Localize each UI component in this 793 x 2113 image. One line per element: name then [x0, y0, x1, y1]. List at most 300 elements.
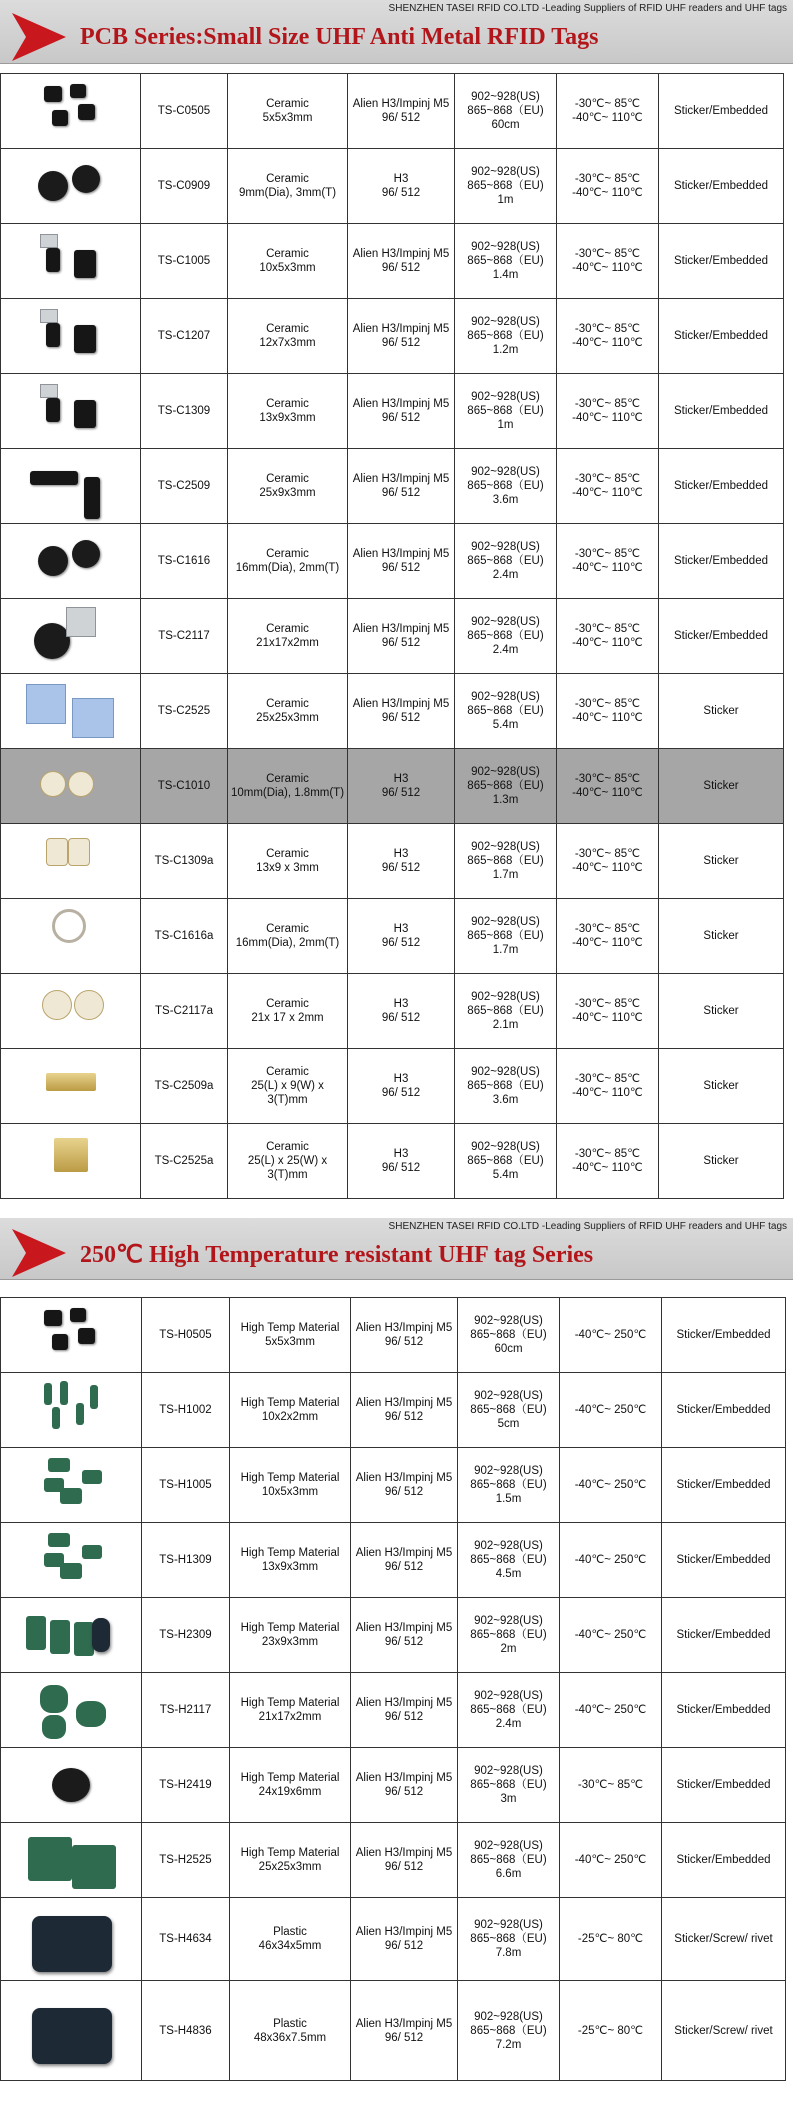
temperature-cell-line: -30℃~ 85℃	[574, 773, 641, 785]
model-cell: TS-C1616a	[141, 899, 228, 974]
white-octagon-tags-icon	[6, 974, 136, 1048]
section-title: PCB Series:Small Size UHF Anti Metal RFID Tags	[80, 24, 599, 50]
green-bar-tags-icon	[6, 1598, 136, 1672]
temperature-cell	[557, 599, 659, 674]
material-cell-line: 13x9x3mm	[261, 1561, 319, 1573]
black-octagon-tag-icon	[6, 1748, 136, 1822]
product-image	[1, 224, 141, 299]
table-row	[1, 74, 784, 149]
chip-cell	[351, 1523, 458, 1598]
frequency-range-cell-line: 865~868（EU)	[470, 1704, 547, 1716]
frequency-range-cell	[458, 1598, 560, 1673]
chip-cell-line: 96/ 512	[381, 712, 421, 724]
frequency-range-cell	[455, 524, 557, 599]
material-cell-line: Ceramic	[266, 398, 309, 410]
temperature-cell	[560, 1898, 662, 1981]
table-row	[1, 1124, 784, 1199]
table-row	[1, 599, 784, 674]
chip-cell-line: Alien H3/Impinj M5	[352, 473, 450, 485]
frequency-range-cell-line: 902~928(US)	[474, 1540, 543, 1552]
table-row	[1, 449, 784, 524]
material-cell-line: 5x5x3mm	[265, 1336, 315, 1348]
material-cell	[228, 674, 348, 749]
material-cell-line: Ceramic	[266, 473, 309, 485]
chip-cell	[351, 1823, 458, 1898]
chip-cell-line: H3	[393, 773, 409, 785]
frequency-range-cell-line: 865~868（EU)	[467, 255, 544, 267]
chip-cell-line: 96/ 512	[384, 1861, 424, 1873]
frequency-range-cell	[455, 1124, 557, 1199]
frequency-range-cell	[458, 1981, 560, 2081]
chip-cell-line: 96/ 512	[384, 2031, 424, 2044]
temperature-cell-line: -40℃~ 110℃	[572, 1087, 643, 1099]
table-row	[1, 749, 784, 824]
chip-cell	[348, 974, 455, 1049]
green-octagon-tags-icon	[6, 1673, 136, 1747]
frequency-range-cell-line: 865~868（EU)	[467, 480, 544, 492]
product-image	[1, 149, 141, 224]
temperature-cell-line: -40℃~ 110℃	[572, 487, 643, 499]
temperature-cell-line: -40℃~ 250℃	[574, 1554, 647, 1566]
temperature-cell-line: -30℃~ 85℃	[574, 548, 641, 560]
black-square-tags-icon	[6, 1298, 136, 1372]
frequency-range-cell	[458, 1673, 560, 1748]
product-image	[1, 374, 141, 449]
temperature-cell	[557, 824, 659, 899]
model-cell: TS-C2525a	[141, 1124, 228, 1199]
material-cell-line: Ceramic	[266, 1066, 309, 1078]
chip-cell	[348, 749, 455, 824]
chip-cell-line: 96/ 512	[381, 487, 421, 499]
install-cell: Sticker/Embedded	[659, 149, 784, 224]
temperature-cell	[557, 449, 659, 524]
frequency-range-cell	[455, 449, 557, 524]
material-cell	[228, 599, 348, 674]
frequency-range-cell-line: 902~928(US)	[471, 991, 540, 1003]
frequency-range-cell	[455, 749, 557, 824]
model-cell: TS-H2117	[142, 1673, 230, 1748]
table-row	[1, 1049, 784, 1124]
frequency-range-cell-line: 902~928(US)	[471, 241, 540, 253]
install-cell: Sticker	[659, 674, 784, 749]
temperature-cell-line: -40℃~ 250℃	[574, 1329, 647, 1341]
frequency-range-cell-line: 1.5m	[495, 1493, 522, 1505]
temperature-cell-line: -30℃~ 85℃	[574, 698, 641, 710]
chip-cell-line: Alien H3/Impinj M5	[355, 1547, 453, 1559]
material-cell	[228, 299, 348, 374]
table-row	[1, 1373, 786, 1448]
chip-cell	[348, 449, 455, 524]
frequency-range-cell	[455, 224, 557, 299]
frequency-range-cell-line: 2m	[500, 1643, 517, 1655]
temperature-cell-line: -40℃~ 110℃	[572, 1162, 643, 1174]
temperature-cell-line: -40℃~ 110℃	[572, 262, 643, 274]
material-cell-line: Ceramic	[266, 1141, 309, 1153]
material-cell-line: 46x34x5mm	[258, 1940, 322, 1952]
temperature-cell	[557, 374, 659, 449]
chip-cell-line: H3	[393, 1073, 409, 1085]
chip-cell-line: Alien H3/Impinj M5	[355, 1697, 453, 1709]
model-cell: TS-H1002	[142, 1373, 230, 1448]
frequency-range-cell-line: 865~868（EU)	[467, 180, 544, 192]
frequency-range-cell	[458, 1898, 560, 1981]
table-row	[1, 1523, 786, 1598]
temperature-cell	[560, 1673, 662, 1748]
model-cell: TS-C1616	[141, 524, 228, 599]
temperature-cell	[560, 1523, 662, 1598]
material-cell-line: High Temp Material	[240, 1472, 340, 1484]
product-image	[1, 599, 141, 674]
model-cell: TS-H1005	[142, 1448, 230, 1523]
product-image	[1, 449, 141, 524]
frequency-range-cell-line: 902~928(US)	[471, 1066, 540, 1078]
frequency-range-cell-line: 865~868（EU)	[470, 1404, 547, 1416]
chip-cell-line: 96/ 512	[381, 637, 421, 649]
frequency-range-cell-line: 7.8m	[495, 1947, 522, 1959]
material-cell	[228, 149, 348, 224]
product-image	[1, 1673, 142, 1748]
model-cell: TS-C0505	[141, 74, 228, 149]
temperature-cell-line: -30℃~ 85℃	[574, 1073, 641, 1085]
material-cell	[230, 1373, 351, 1448]
temperature-cell	[557, 899, 659, 974]
frequency-range-cell-line: 865~868（EU)	[467, 1005, 544, 1017]
frequency-range-cell-line: 1.7m	[492, 869, 519, 881]
temperature-cell-line: -40℃~ 110℃	[572, 712, 643, 724]
material-cell-line: 16mm(Dia), 2mm(T)	[235, 937, 340, 949]
red-arrow-icon	[12, 13, 66, 61]
material-cell	[228, 824, 348, 899]
frequency-range-cell-line: 902~928(US)	[474, 1840, 543, 1852]
frequency-range-cell-line: 902~928(US)	[474, 1465, 543, 1477]
product-image	[1, 1823, 142, 1898]
frequency-range-cell-line: 2.1m	[492, 1019, 519, 1031]
temperature-cell-line: -40℃~ 110℃	[572, 112, 643, 124]
frequency-range-cell-line: 2.4m	[495, 1718, 522, 1730]
model-cell: TS-H2309	[142, 1598, 230, 1673]
install-cell: Sticker/Embedded	[659, 74, 784, 149]
material-cell-line: Plastic	[273, 1926, 307, 1938]
frequency-range-cell	[455, 374, 557, 449]
section-title: 250℃ High Temperature resistant UHF tag Series	[80, 1242, 594, 1268]
material-cell	[230, 1523, 351, 1598]
company-line: SHENZHEN TASEI RFID CO.LTD -Leading Suppliers of RFID UHF readers and UHF tags	[388, 1221, 787, 1232]
material-cell	[228, 1049, 348, 1124]
chip-cell-line: Alien H3/Impinj M5	[352, 623, 450, 635]
frequency-range-cell	[458, 1523, 560, 1598]
company-line: SHENZHEN TASEI RFID CO.LTD -Leading Suppliers of RFID UHF readers and UHF tags	[388, 3, 787, 14]
install-cell: Sticker/Embedded	[659, 524, 784, 599]
material-cell-line: Ceramic	[266, 923, 309, 935]
frequency-range-cell	[455, 824, 557, 899]
material-cell-line: 24x19x6mm	[258, 1786, 322, 1798]
install-cell: Sticker/Embedded	[662, 1823, 786, 1898]
material-cell-line: Ceramic	[266, 323, 309, 335]
install-cell: Sticker/Embedded	[662, 1373, 786, 1448]
temperature-cell-line: -40℃~ 250℃	[574, 1629, 647, 1641]
install-cell: Sticker/Embedded	[662, 1673, 786, 1748]
chip-cell-line: Alien H3/Impinj M5	[355, 2017, 453, 2030]
navy-plastic-tag-icon	[6, 1902, 136, 1976]
chip-cell	[351, 1898, 458, 1981]
navy-plastic-tag-icon	[6, 1994, 136, 2068]
chip-cell	[351, 1673, 458, 1748]
chip-cell-line: 96/ 512	[384, 1561, 424, 1573]
chip-cell-line: 96/ 512	[381, 862, 421, 874]
frequency-range-cell-line: 865~868（EU)	[467, 105, 544, 117]
chip-cell	[348, 299, 455, 374]
table-row	[1, 524, 784, 599]
frequency-range-cell-line: 902~928(US)	[474, 2010, 543, 2023]
frequency-range-cell-line: 865~868（EU)	[467, 930, 544, 942]
chip-cell	[351, 1373, 458, 1448]
gold-bar-tag-icon	[6, 1049, 136, 1123]
temperature-cell	[560, 1448, 662, 1523]
install-cell: Sticker/Embedded	[659, 599, 784, 674]
frequency-range-cell-line: 865~868（EU)	[470, 1933, 547, 1945]
temperature-cell	[560, 1981, 662, 2081]
frequency-range-cell-line: 865~868（EU)	[467, 855, 544, 867]
ring-tag-icon	[6, 899, 136, 973]
chip-cell-line: 96/ 512	[381, 562, 421, 574]
frequency-range-cell-line: 865~868（EU)	[467, 330, 544, 342]
chip-cell	[351, 1598, 458, 1673]
model-cell: TS-H1309	[142, 1523, 230, 1598]
temperature-cell-line: -30℃~ 85℃	[574, 998, 641, 1010]
material-cell-line: 16mm(Dia), 2mm(T)	[235, 562, 340, 574]
material-cell-line: 21x 17 x 2mm	[251, 1012, 324, 1024]
frequency-range-cell-line: 2.4m	[492, 644, 519, 656]
chip-cell	[351, 1298, 458, 1373]
material-cell-line: 3(T)mm	[267, 1169, 308, 1181]
frequency-range-cell	[458, 1298, 560, 1373]
temperature-cell-line: -30℃~ 85℃	[574, 848, 641, 860]
material-cell-line: Plastic	[273, 2017, 307, 2030]
chip-cell-line: H3	[393, 848, 409, 860]
temperature-cell-line: -30℃~ 85℃	[574, 98, 641, 110]
frequency-range-cell-line: 902~928(US)	[471, 391, 540, 403]
table-row	[1, 824, 784, 899]
product-image	[1, 1898, 142, 1981]
model-cell: TS-H4836	[142, 1981, 230, 2081]
frequency-range-cell-line: 3.6m	[492, 494, 519, 506]
chip-cell-line: 96/ 512	[381, 262, 421, 274]
frequency-range-cell-line: 865~868（EU)	[467, 705, 544, 717]
frequency-range-cell-line: 865~868（EU)	[470, 1329, 547, 1341]
chip-cell-line: Alien H3/Impinj M5	[355, 1397, 453, 1409]
frequency-range-cell-line: 902~928(US)	[474, 1765, 543, 1777]
temperature-cell-line: -30℃~ 85℃	[574, 623, 641, 635]
frequency-range-cell-line: 1.3m	[492, 794, 519, 806]
install-cell: Sticker/Embedded	[659, 299, 784, 374]
material-cell-line: Ceramic	[266, 848, 309, 860]
frequency-range-cell-line: 902~928(US)	[471, 316, 540, 328]
frequency-range-cell-line: 865~868（EU)	[470, 1554, 547, 1566]
temperature-cell-line: -30℃~ 85℃	[574, 473, 641, 485]
model-cell: TS-C1309	[141, 374, 228, 449]
temperature-cell-line: -40℃~ 250℃	[574, 1479, 647, 1491]
temperature-cell	[560, 1748, 662, 1823]
chip-cell-line: H3	[393, 173, 409, 185]
material-cell	[228, 749, 348, 824]
chip-cell	[348, 524, 455, 599]
chip-cell-line: Alien H3/Impinj M5	[352, 323, 450, 335]
chip-cell	[348, 74, 455, 149]
install-cell: Sticker/Embedded	[659, 224, 784, 299]
material-cell-line: 25x9x3mm	[259, 487, 316, 499]
material-cell	[228, 524, 348, 599]
frequency-range-cell-line: 865~868（EU)	[470, 1479, 547, 1491]
chip-cell-line: 96/ 512	[384, 1336, 424, 1348]
table-row	[1, 1448, 786, 1523]
chip-cell-line: Alien H3/Impinj M5	[352, 398, 450, 410]
frequency-range-cell-line: 902~928(US)	[471, 616, 540, 628]
material-cell-line: 13x9x3mm	[259, 412, 316, 424]
model-cell: TS-C2117	[141, 599, 228, 674]
install-cell: Sticker/Screw/ rivet	[662, 1898, 786, 1981]
chip-cell	[348, 149, 455, 224]
frequency-range-cell	[455, 74, 557, 149]
pcb-spec-table	[0, 73, 784, 1199]
black-rect-tags-icon	[6, 224, 136, 298]
product-image	[1, 1748, 142, 1823]
material-cell	[230, 1298, 351, 1373]
green-strip-tags-icon	[6, 1373, 136, 1447]
frequency-range-cell-line: 865~868（EU)	[467, 780, 544, 792]
temperature-cell	[557, 1124, 659, 1199]
material-cell	[228, 374, 348, 449]
frequency-range-cell-line: 1.7m	[492, 944, 519, 956]
table-row	[1, 1598, 786, 1673]
material-cell-line: 13x9 x 3mm	[256, 862, 319, 874]
temperature-cell-line: -30℃~ 85℃	[574, 173, 641, 185]
frequency-range-cell-line: 865~868（EU)	[467, 555, 544, 567]
product-image	[1, 749, 141, 824]
model-cell: TS-C2509a	[141, 1049, 228, 1124]
temperature-cell-line: -40℃~ 110℃	[572, 637, 643, 649]
frequency-range-cell	[455, 149, 557, 224]
chip-cell-line: 96/ 512	[381, 1162, 421, 1174]
chip-cell-line: 96/ 512	[384, 1636, 424, 1648]
gold-square-tag-icon	[6, 1124, 136, 1198]
frequency-range-cell-line: 865~868（EU)	[467, 405, 544, 417]
chip-cell-line: 96/ 512	[381, 337, 421, 349]
material-cell-line: Ceramic	[266, 773, 309, 785]
temperature-cell	[557, 674, 659, 749]
temperature-cell-line: -30℃~ 85℃	[577, 1779, 644, 1791]
chip-cell-line: Alien H3/Impinj M5	[352, 248, 450, 260]
frequency-range-cell-line: 1m	[497, 194, 514, 206]
product-image	[1, 524, 141, 599]
model-cell: TS-C0909	[141, 149, 228, 224]
frequency-range-cell-line: 902~928(US)	[471, 541, 540, 553]
product-image	[1, 1373, 142, 1448]
product-image	[1, 1448, 142, 1523]
frequency-range-cell-line: 865~868（EU)	[467, 1080, 544, 1092]
material-cell-line: High Temp Material	[240, 1547, 340, 1559]
table-row	[1, 1748, 786, 1823]
chip-cell-line: Alien H3/Impinj M5	[352, 98, 450, 110]
install-cell: Sticker	[659, 749, 784, 824]
table-row	[1, 674, 784, 749]
material-cell-line: 12x7x3mm	[259, 337, 316, 349]
temperature-cell-line: -40℃~ 110℃	[572, 412, 643, 424]
material-cell-line: 10x2x2mm	[261, 1411, 319, 1423]
frequency-range-cell-line: 5.4m	[492, 719, 519, 731]
section-header-high-temp	[0, 1218, 793, 1280]
frequency-range-cell-line: 865~868（EU)	[470, 1779, 547, 1791]
black-square-tags-icon	[6, 74, 136, 148]
chip-cell-line: 96/ 512	[384, 1786, 424, 1798]
frequency-range-cell	[455, 974, 557, 1049]
green-square-tags-icon	[6, 1823, 136, 1897]
install-cell: Sticker	[659, 899, 784, 974]
high-temp-spec-table	[0, 1297, 786, 2081]
frequency-range-cell-line: 2.4m	[492, 569, 519, 581]
temperature-cell	[557, 749, 659, 824]
frequency-range-cell	[455, 299, 557, 374]
frequency-range-cell-line: 902~928(US)	[471, 1141, 540, 1153]
chip-cell-line: Alien H3/Impinj M5	[355, 1322, 453, 1334]
chip-cell-line: 96/ 512	[384, 1411, 424, 1423]
frequency-range-cell-line: 902~928(US)	[474, 1690, 543, 1702]
chip-cell-line: Alien H3/Impinj M5	[352, 698, 450, 710]
chip-cell-line: 96/ 512	[381, 937, 421, 949]
material-cell-line: Ceramic	[266, 248, 309, 260]
temperature-cell-line: -25℃~ 80℃	[577, 1933, 644, 1945]
product-image	[1, 1124, 141, 1199]
table-row	[1, 299, 784, 374]
material-cell-line: 25(L) x 25(W) x	[247, 1155, 328, 1167]
material-cell	[230, 1823, 351, 1898]
install-cell: Sticker/Embedded	[662, 1448, 786, 1523]
red-arrow-icon	[12, 1229, 66, 1277]
material-cell-line: Ceramic	[266, 698, 309, 710]
product-image	[1, 974, 141, 1049]
material-cell-line: Ceramic	[266, 623, 309, 635]
temperature-cell-line: -40℃~ 250℃	[574, 1404, 647, 1416]
black-round-tags-icon	[6, 524, 136, 598]
chip-cell-line: 96/ 512	[384, 1711, 424, 1723]
material-cell-line: Ceramic	[266, 173, 309, 185]
frequency-range-cell	[458, 1748, 560, 1823]
green-rect-tags-icon	[6, 1448, 136, 1522]
material-cell-line: 48x36x7.5mm	[253, 2031, 327, 2044]
material-cell-line: High Temp Material	[240, 1622, 340, 1634]
frequency-range-cell-line: 902~928(US)	[471, 916, 540, 928]
temperature-cell-line: -40℃~ 110℃	[572, 937, 643, 949]
material-cell	[228, 224, 348, 299]
model-cell: TS-C1005	[141, 224, 228, 299]
material-cell	[228, 899, 348, 974]
chip-cell-line: Alien H3/Impinj M5	[355, 1847, 453, 1859]
material-cell	[228, 974, 348, 1049]
white-rect-tags-icon	[6, 824, 136, 898]
chip-cell-line: Alien H3/Impinj M5	[355, 1472, 453, 1484]
chip-cell	[348, 674, 455, 749]
frequency-range-cell-line: 3.6m	[492, 1094, 519, 1106]
material-cell	[228, 1124, 348, 1199]
temperature-cell	[557, 1049, 659, 1124]
temperature-cell-line: -30℃~ 85℃	[574, 323, 641, 335]
frequency-range-cell-line: 902~928(US)	[471, 91, 540, 103]
model-cell: TS-C2525	[141, 674, 228, 749]
product-image	[1, 1298, 142, 1373]
model-cell: TS-C2117a	[141, 974, 228, 1049]
frequency-range-cell-line: 902~928(US)	[471, 841, 540, 853]
table-row	[1, 1673, 786, 1748]
temperature-cell-line: -40℃~ 110℃	[572, 787, 643, 799]
